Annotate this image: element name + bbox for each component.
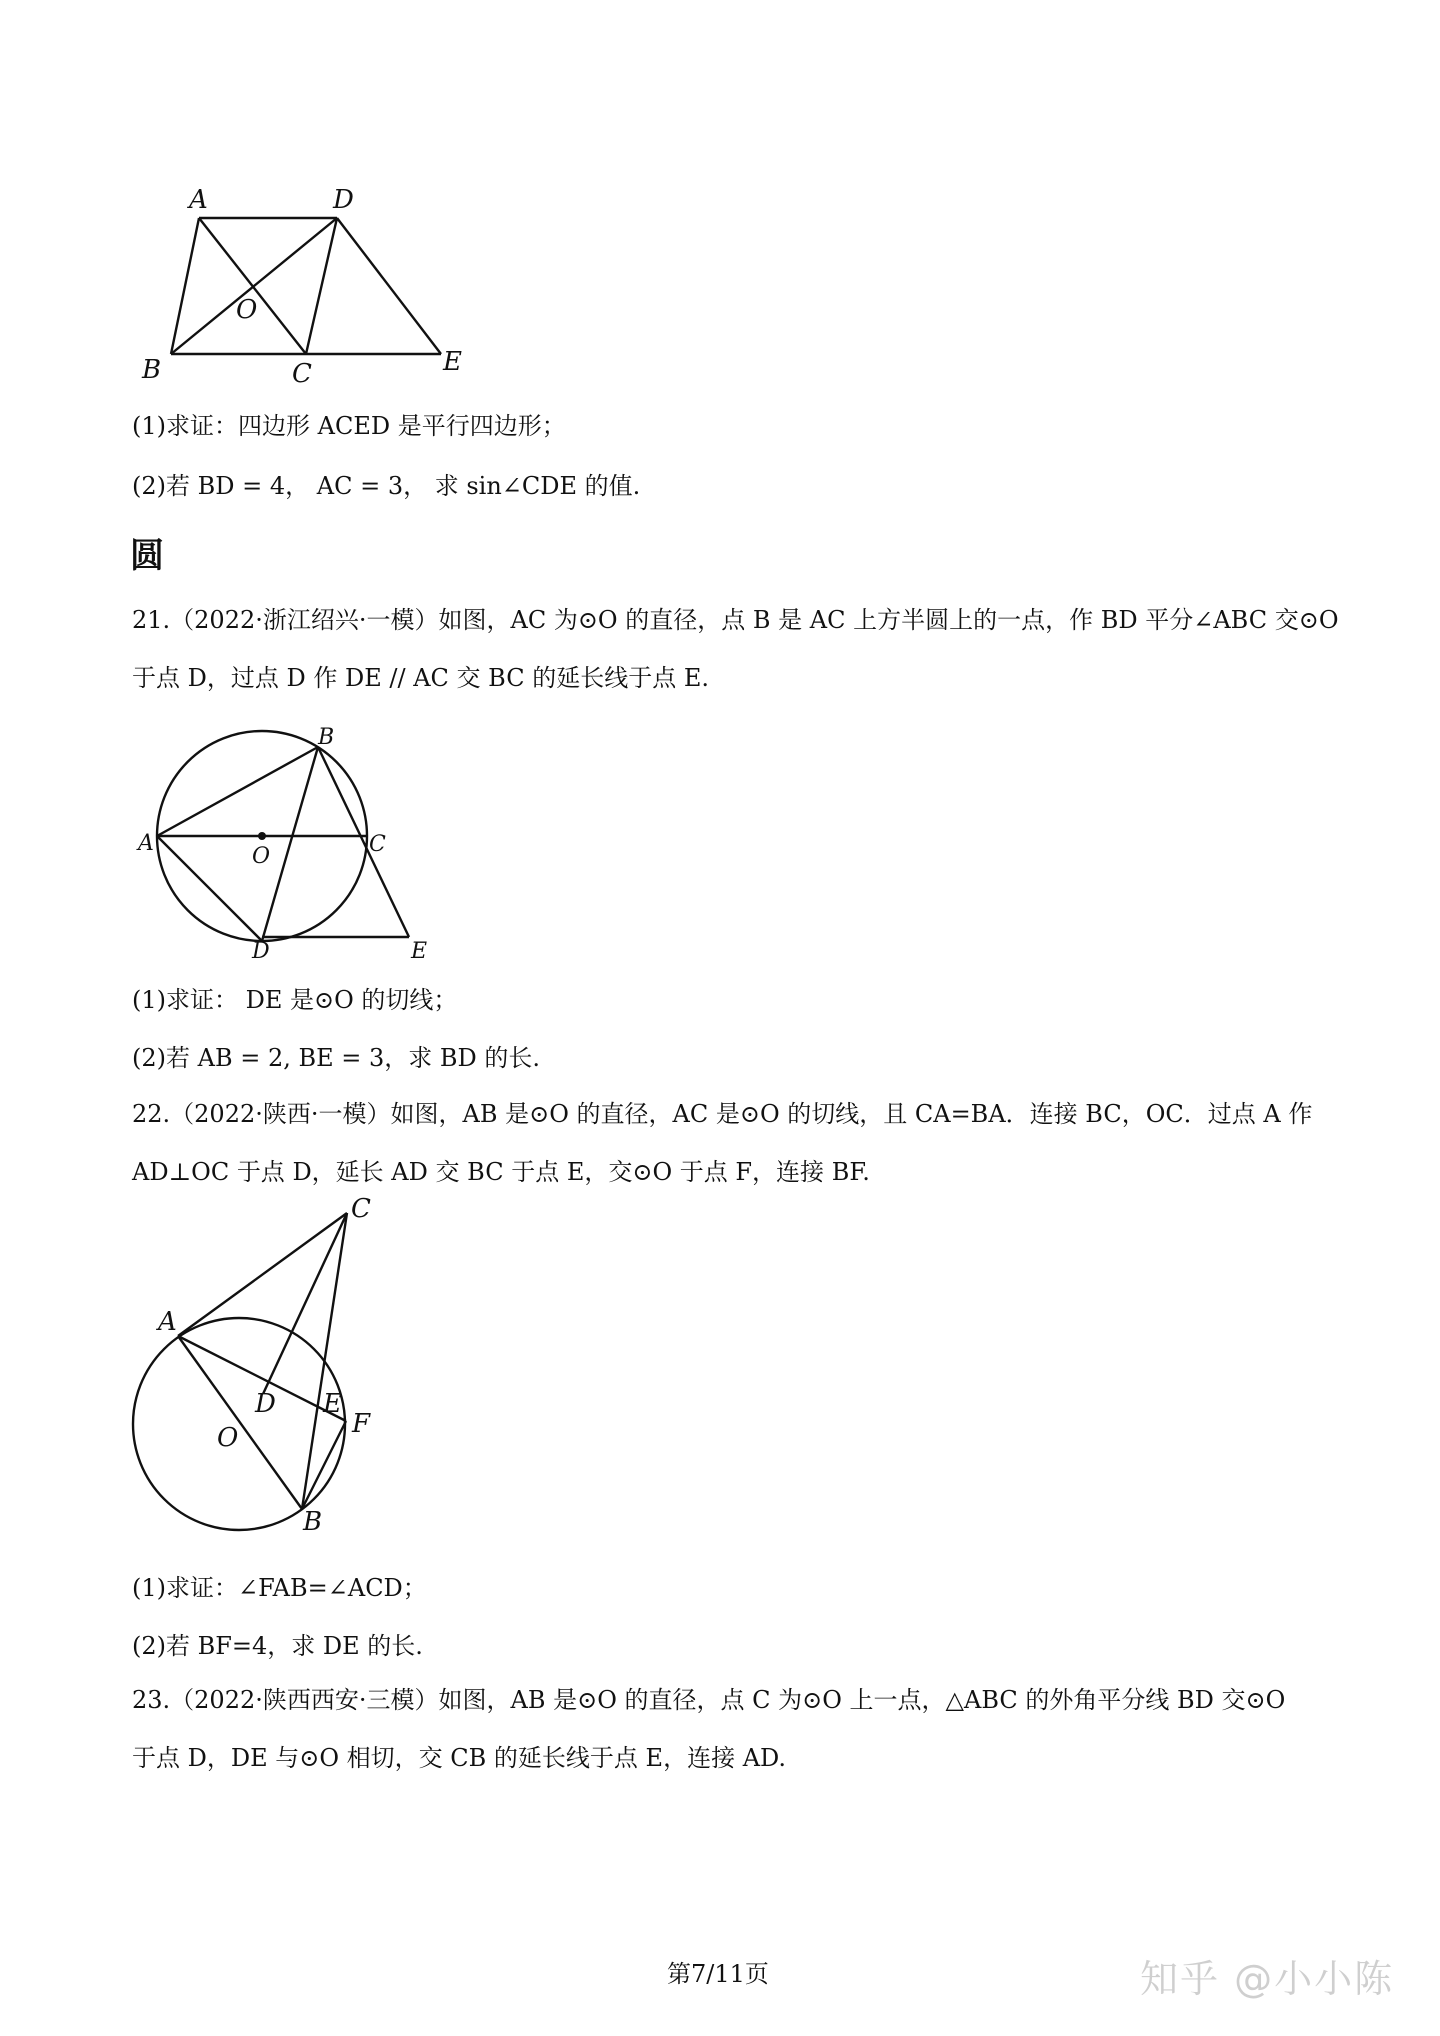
label-e: E <box>323 1389 342 1419</box>
label-f: F <box>352 1409 371 1439</box>
q21-stem-line1: 21.（2022·浙江绍兴·一模）如图，AC 为⊙O 的直径，点 B 是 AC 上方半圆上的一点，作 BD 平分∠ABC 交⊙O <box>132 606 1339 634</box>
q21-part1: (1)求证： DE 是⊙O 的切线； <box>132 986 458 1014</box>
label-a: A <box>158 1307 177 1337</box>
q23-stem-line2: 于点 D，DE 与⊙O 相切，交 CB 的延长线于点 E，连接 AD. <box>132 1744 787 1772</box>
label-o: O <box>252 844 271 869</box>
q21-part2: (2)若 AB = 2, BE = 3，求 BD 的长. <box>132 1044 541 1072</box>
circle-o <box>133 1318 345 1530</box>
label-o: O <box>217 1423 239 1453</box>
label-b: B <box>303 1507 323 1537</box>
label-c: C <box>292 359 312 389</box>
q23-stem-line1: 23.（2022·陕西西安·三模）如图，AB 是⊙O 的直径，点 C 为⊙O 上一点，△ABC 的外角平分线 BD 交⊙O <box>132 1686 1286 1714</box>
segment-ac-tangent <box>178 1213 347 1336</box>
segment-ab-diameter <box>178 1336 302 1509</box>
label-d: D <box>255 1389 276 1419</box>
q21-stem-line2: 于点 D，过点 D 作 DE // AC 交 BC 的延长线于点 E. <box>132 664 709 692</box>
label-e: E <box>443 347 462 377</box>
q20-part2: (2)若 BD = 4， AC = 3， 求 sin∠CDE 的值. <box>132 472 641 500</box>
label-d: D <box>333 185 354 215</box>
label-o: O <box>236 295 258 325</box>
figure-circle-tangent-ac <box>0 0 480 1540</box>
label-e: E <box>411 939 428 964</box>
watermark: 知乎 @小小陈 <box>1140 1957 1395 2001</box>
q20-part1: (1)求证：四边形 ACED 是平行四边形； <box>132 412 566 440</box>
label-d: D <box>252 939 270 964</box>
q22-stem-line1: 22.（2022·陕西·一模）如图，AB 是⊙O 的直径，AC 是⊙O 的切线，且 CA=BA．连接 BC，OC．过点 A 作 <box>132 1100 1313 1128</box>
label-a: A <box>138 831 154 856</box>
label-a: A <box>189 185 208 215</box>
q22-part1: (1)求证：∠FAB=∠ACD； <box>132 1574 427 1602</box>
q22-stem-line2: AD⊥OC 于点 D，延长 AD 交 BC 于点 E，交⊙O 于点 F，连接 BF. <box>132 1158 870 1186</box>
figure-3-svg <box>0 0 480 1540</box>
label-c: C <box>351 1194 371 1224</box>
section-heading-circle: 圆 <box>130 536 164 576</box>
label-c: C <box>369 832 386 857</box>
label-b: B <box>318 725 335 750</box>
label-b: B <box>142 355 162 385</box>
q22-part2: (2)若 BF=4，求 DE 的长. <box>132 1632 423 1660</box>
page-number: 第7/11页 <box>667 1960 769 1988</box>
